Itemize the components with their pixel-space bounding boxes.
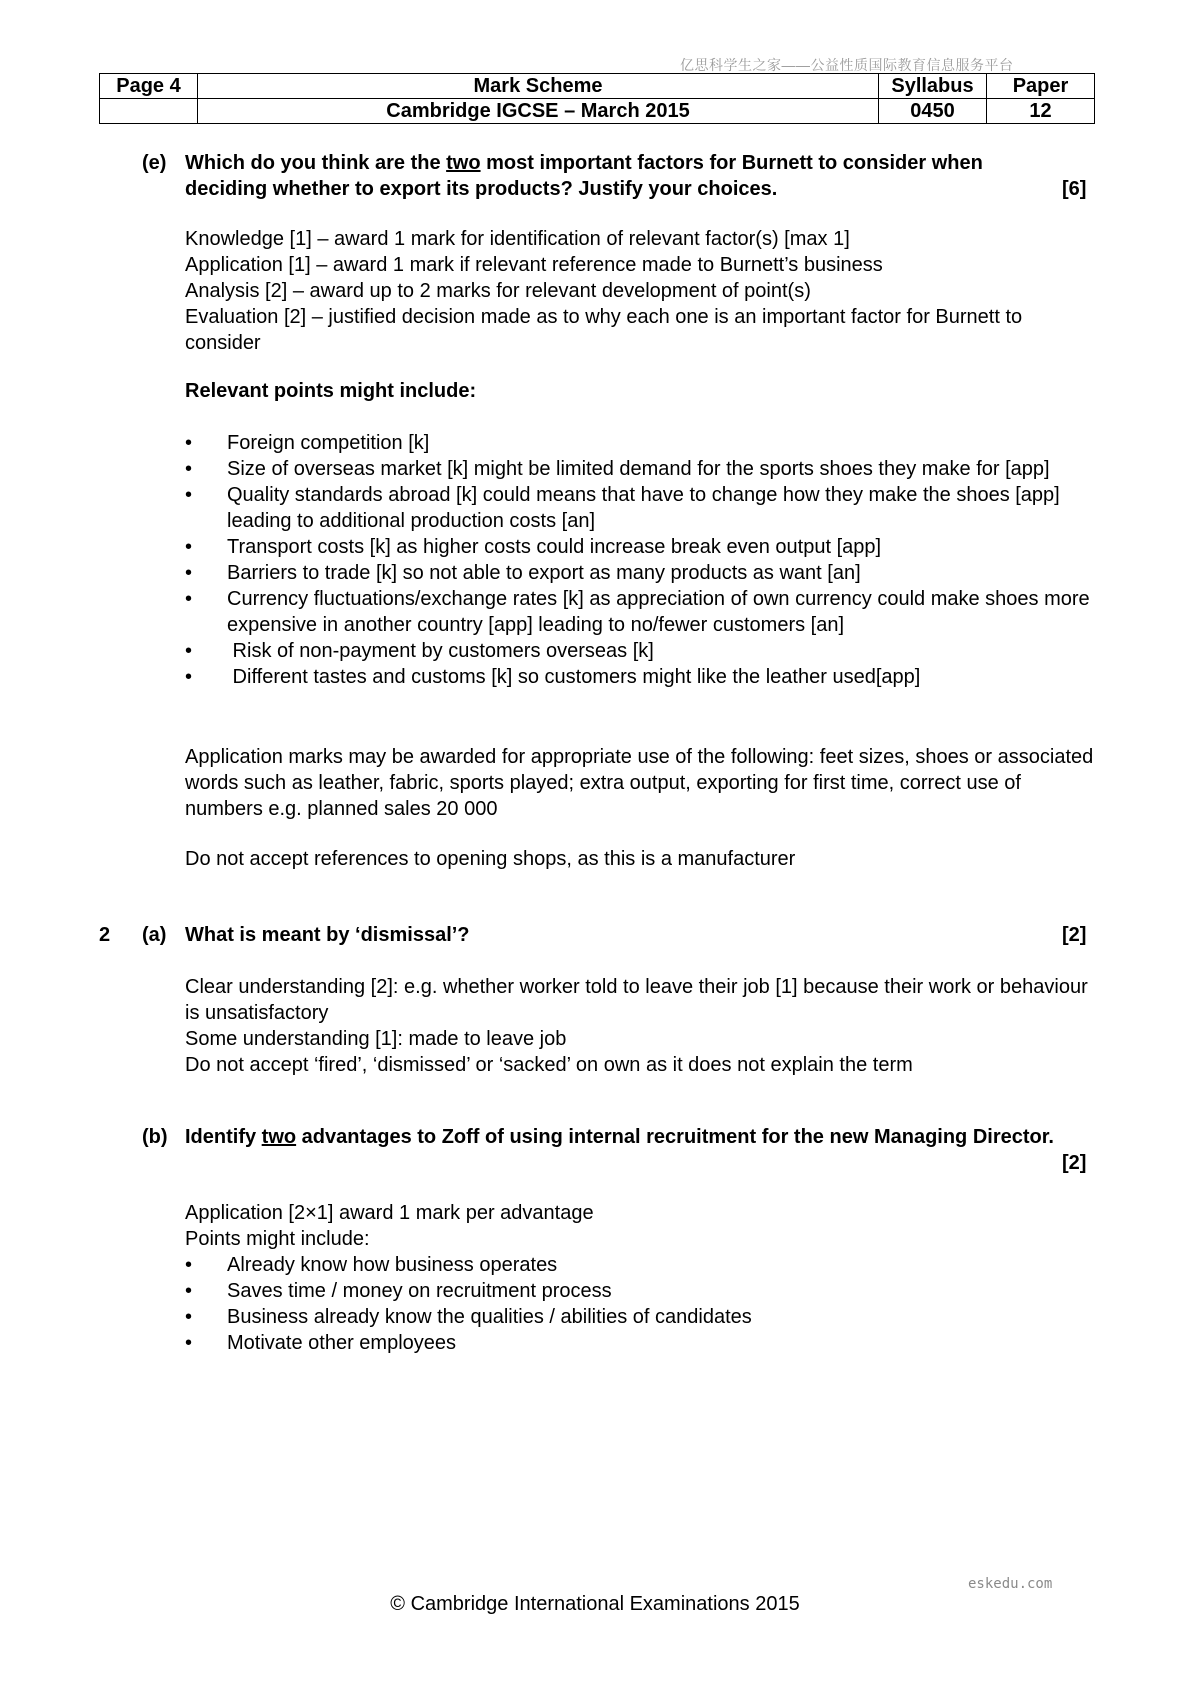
q1e-question-underlined: two bbox=[446, 152, 481, 174]
empty-cell bbox=[100, 99, 198, 124]
list-item: • Business already know the qualities / abilities of candidates bbox=[185, 1304, 1095, 1330]
q2b-points-list bbox=[185, 1252, 1095, 1356]
q1e-marks: [6] bbox=[1062, 178, 1087, 200]
q1e-points-list bbox=[185, 430, 1095, 690]
list-item: • Transport costs [k] as higher costs could increase break even output [app] bbox=[185, 534, 1095, 560]
q2b-points-intro: Points might include: bbox=[185, 1228, 370, 1250]
q1e-question bbox=[185, 150, 1025, 202]
q2a-label: (a) bbox=[142, 924, 167, 946]
q2b-question-pre: Identify bbox=[185, 1126, 262, 1148]
paper-value: 12 bbox=[987, 99, 1095, 124]
q2b-question-post: advantages to Zoff of using internal recruitment for the new Managing Director. bbox=[296, 1126, 1054, 1148]
q2a-question: What is meant by ‘dismissal’? bbox=[185, 924, 470, 946]
watermark-top: 亿思科学生之家——公益性质国际教育信息服务平台 bbox=[680, 57, 1014, 73]
list-item: • Foreign competition [k] bbox=[185, 430, 1095, 456]
header-table bbox=[99, 73, 1095, 124]
list-item: • Saves time / money on recruitment process bbox=[185, 1278, 1095, 1304]
q1e-criteria bbox=[185, 226, 1095, 356]
q1e-label: (e) bbox=[142, 152, 167, 174]
q2b-marks: [2] bbox=[1062, 1152, 1087, 1174]
q1e-criterion-application: Application [1] – award 1 mark if relevant reference made to Burnett’s business bbox=[185, 254, 883, 276]
q2b-label: (b) bbox=[142, 1126, 168, 1148]
q2b-question-underlined: two bbox=[261, 1126, 297, 1148]
list-item: • Size of overseas market [k] might be limited demand for the sports shoes they make for [app] bbox=[185, 456, 1095, 482]
list-item: • Currency fluctuations/exchange rates [k] as appreciation of own currency could make shoes more expensive in another country [app] leading to no/fewer customers [an] bbox=[185, 586, 1095, 638]
list-item: • Already know how business operates bbox=[185, 1252, 1095, 1278]
q2a-answer bbox=[185, 974, 1095, 1078]
mark-scheme-title: Mark Scheme bbox=[198, 74, 879, 99]
q2a-reject-note: Do not accept ‘fired’, ‘dismissed’ or ‘sacked’ on own as it does not explain the term bbox=[185, 1054, 913, 1076]
q1e-application-note: Application marks may be awarded for appropriate use of the following: feet sizes, shoes or associated words such as leather, fabric, sports played; extra output, exporting for first time, correct use of numbers e.g. planned sales 20 000 bbox=[185, 746, 1094, 820]
syllabus-value: 0450 bbox=[879, 99, 987, 124]
list-item: • Motivate other employees bbox=[185, 1330, 1095, 1356]
q2a-some-understanding: Some understanding [1]: made to leave job bbox=[185, 1028, 567, 1050]
q1e-criterion-analysis: Analysis [2] – award up to 2 marks for relevant development of point(s) bbox=[185, 280, 811, 302]
q1e-criterion-evaluation: Evaluation [2] – justified decision made as to why each one is an important factor for Burnett to consider bbox=[185, 306, 1023, 354]
q1e-question-pre: Which do you think are the bbox=[185, 152, 447, 174]
syllabus-label: Syllabus bbox=[879, 74, 987, 99]
q1e-criterion-knowledge: Knowledge [1] – award 1 mark for identification of relevant factor(s) [max 1] bbox=[185, 228, 850, 250]
list-item: • Barriers to trade [k] so not able to export as many products as want [an] bbox=[185, 560, 1095, 586]
q1e-points-heading: Relevant points might include: bbox=[185, 380, 477, 402]
q2-number: 2 bbox=[99, 924, 111, 946]
list-item: • Risk of non-payment by customers overseas [k] bbox=[185, 638, 1095, 664]
exam-subtitle: Cambridge IGCSE – March 2015 bbox=[198, 99, 879, 124]
q2b-answer bbox=[185, 1200, 1095, 1356]
q1e-question-post: most important factors for Burnett to consider when deciding whether to export its products? Justify your choices. bbox=[185, 152, 983, 200]
page-number: Page 4 bbox=[100, 74, 198, 99]
list-item: • Quality standards abroad [k] could means that have to change how they make the shoes [app] leading to additional production costs [an] bbox=[185, 482, 1095, 534]
list-item: • Different tastes and customs [k] so customers might like the leather used[app] bbox=[185, 664, 1095, 690]
q2b-question bbox=[185, 1124, 1055, 1150]
copyright-footer: © Cambridge International Examinations 2015 bbox=[390, 1593, 800, 1615]
q2a-marks: [2] bbox=[1062, 924, 1087, 946]
paper-label: Paper bbox=[987, 74, 1095, 99]
q2a-clear-understanding: Clear understanding [2]: e.g. whether worker told to leave their job [1] because their work or behaviour is unsatisfactory bbox=[185, 976, 1088, 1024]
watermark-bottom: eskedu.com bbox=[968, 1576, 1053, 1592]
q1e-reject-note: Do not accept references to opening shops, as this is a manufacturer bbox=[185, 848, 796, 870]
q2b-intro: Application [2×1] award 1 mark per advantage bbox=[185, 1202, 594, 1224]
